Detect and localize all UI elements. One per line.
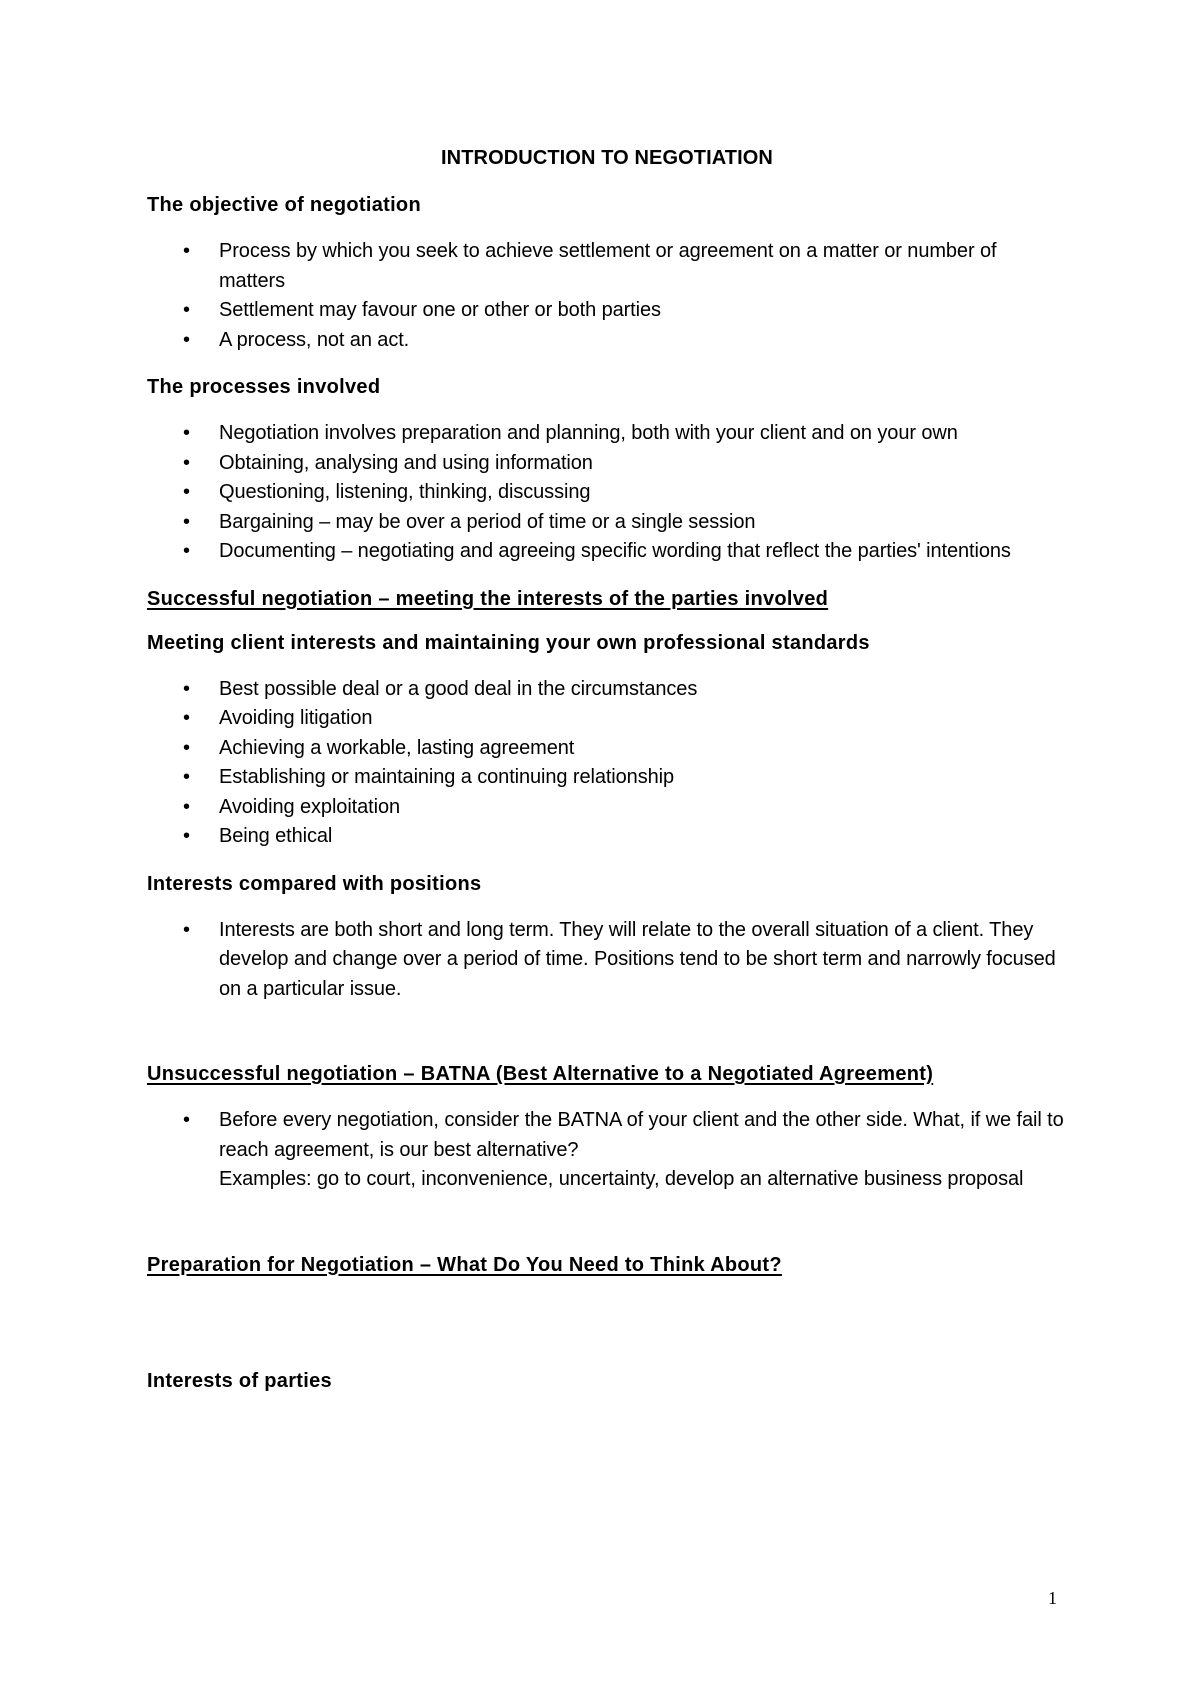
meeting-client-list [147,675,1067,852]
list-item: • Avoiding exploitation [147,793,1067,823]
heading-interests-vs-positions: Interests compared with positions [147,872,482,895]
heading-successful-negotiation: Successful negotiation – meeting the interests of the parties involved [147,587,829,610]
bullet-icon: • [183,766,190,788]
list-item: • Interests are both short and long term. They will relate to the overall situation of a client. They develop and change over a period of time. Positions tend to be short term and narrowly focused on a particular issue. [147,916,1067,1005]
page-number: 1 [1048,1588,1057,1608]
list-item: • Obtaining, analysing and using information [147,449,1067,479]
heading-interests-of-parties: Interests of parties [147,1369,332,1392]
bullet-icon: • [183,736,190,759]
list-item: • Bargaining – may be over a period of time or a single session [147,508,1067,538]
bullet-icon: • [183,240,190,262]
bullet-icon: • [183,795,190,818]
spacer [147,1215,1067,1253]
list-item: • Achieving a workable, lasting agreement [147,734,1067,764]
bullet-icon: • [183,299,190,321]
heading-objective: The objective of negotiation [147,194,421,216]
list-item: • Process by which you seek to achieve settlement or agreement on a matter or number of matters [147,237,1067,296]
document-body [147,146,1067,1413]
bullet-icon: • [183,422,190,444]
batna-examples: Examples: go to court, inconvenience, uncertainty, develop an alternative business proposal [219,1168,1024,1190]
bullet-icon: • [183,481,190,503]
bullet-icon: • [183,707,190,729]
bullet-icon: • [183,451,190,474]
heading-preparation: Preparation for Negotiation – What Do You Need to Think About? [147,1253,782,1276]
list-item: • Questioning, listening, thinking, discussing [147,478,1067,508]
list-item [147,1106,1067,1195]
list-item: • Avoiding litigation [147,704,1067,734]
heading-meeting-client-interests: Meeting client interests and maintaining your own professional standards [147,631,870,654]
list-item: • Settlement may favour one or other or both parties [147,296,1067,326]
list-item: • Establishing or maintaining a continuing relationship [147,763,1067,793]
heading-unsuccessful-negotiation: Unsuccessful negotiation – BATNA (Best Alternative to a Negotiated Agreement) [147,1063,934,1085]
spacer [147,1024,1067,1062]
document-title: INTRODUCTION TO NEGOTIATION [441,147,773,169]
unsuccessful-list [147,1106,1067,1195]
batna-text: Before every negotiation, consider the BATNA of your client and the other side. What, if we fail to reach agreement, is our best alternative? [219,1109,1064,1161]
list-item: • A process, not an act. [147,326,1067,356]
bullet-icon: • [183,540,190,562]
list-item: • Documenting – negotiating and agreeing specific wording that reflect the parties' intentions [147,537,1067,567]
list-item: • Negotiation involves preparation and planning, both with your client and on your own [147,419,1067,449]
processes-list [147,419,1067,567]
list-item: • Best possible deal or a good deal in the circumstances [147,675,1067,705]
spacer [147,1297,1067,1369]
bullet-icon: • [183,328,190,351]
interests-positions-list [147,916,1067,1005]
heading-processes: The processes involved [147,376,381,398]
bullet-icon: • [183,825,190,847]
bullet-icon: • [183,1109,190,1131]
bullet-icon: • [183,510,190,533]
list-item: • Being ethical [147,822,1067,852]
bullet-icon: • [183,677,190,700]
bullet-icon: • [183,918,190,941]
objective-list [147,237,1067,355]
